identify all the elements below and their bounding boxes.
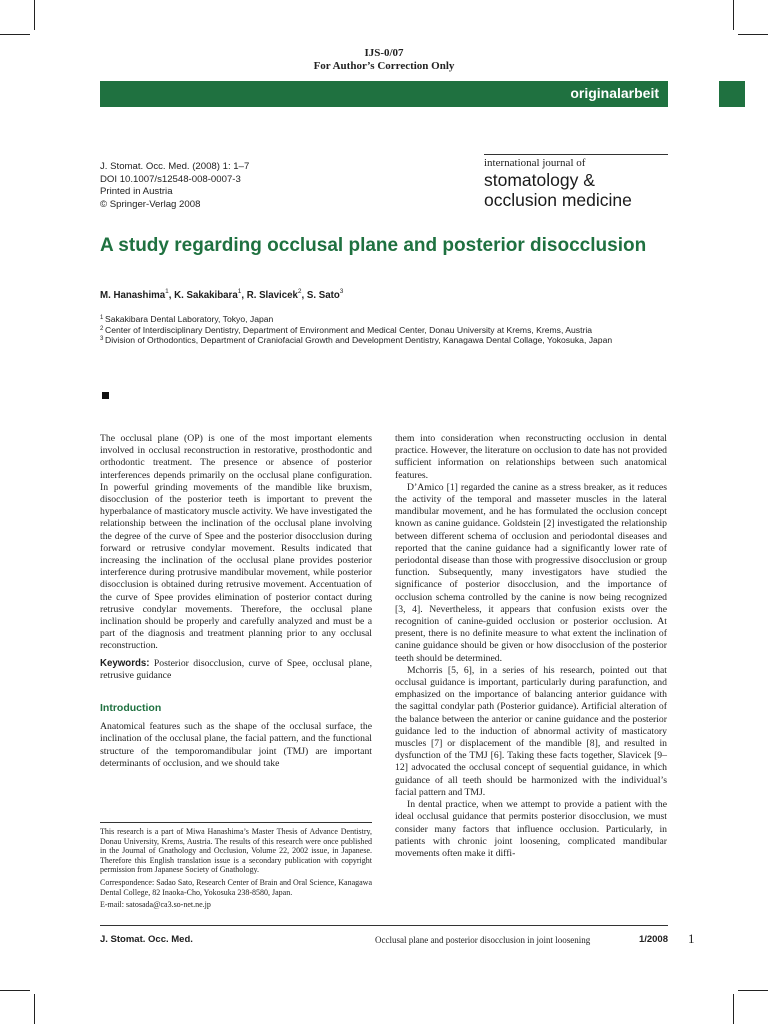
affiliation bbox=[100, 325, 668, 336]
journal-masthead-small: international journal of bbox=[484, 157, 586, 169]
section-heading-introduction: Introduction bbox=[100, 702, 162, 715]
affiliation-number: 3 bbox=[100, 336, 104, 343]
author-separator: , bbox=[301, 290, 307, 301]
affiliation bbox=[100, 335, 668, 346]
right-column bbox=[395, 433, 667, 860]
body-paragraph: Anatomical features such as the shape of the occlusal surface, the inclination of the occlusal plane, the facial pattern, and the functional structure of the temporomandibular joint (TMJ) are important determinants of occlusion, and we should take bbox=[100, 721, 372, 769]
body-paragraph: them into consideration when reconstructing occlusion in dental practice. However, the literature on occlusion to date has not provided sufficient information on relationships between such anatomical features. bbox=[395, 433, 667, 481]
footer-divider bbox=[100, 925, 668, 926]
author-affil-mark: 1 bbox=[237, 288, 242, 295]
article-title: A study regarding occlusal plane and posterior disocclusion bbox=[100, 235, 647, 256]
affiliation bbox=[100, 314, 668, 325]
citation-line: Printed in Austria bbox=[100, 186, 173, 197]
proof-note: For Author’s Correction Only bbox=[313, 60, 455, 72]
footer-journal: J. Stomat. Occ. Med. bbox=[100, 934, 193, 945]
author-affil-mark: 1 bbox=[165, 288, 169, 295]
journal-masthead-line: occlusion medicine bbox=[484, 190, 632, 210]
keywords-text: Posterior disocclusion, curve of Spee, occlusal plane, retrusive guidance bbox=[100, 657, 373, 681]
crop-mark bbox=[34, 994, 35, 1024]
affiliation-text: Sakakibara Dental Laboratory, Tokyo, Japan bbox=[105, 314, 274, 324]
body-paragraph: In dental practice, when we attempt to provide a patient with the ideal occlusal guidance that permits posterior disocclusion, we must consider many factors that influence occlusion. Particularly, in patients with chronic joint loosening, complicated mandibular movements often make it diffi- bbox=[395, 799, 667, 859]
proof-code: IJS-0/07 bbox=[364, 47, 404, 59]
citation-line: DOI 10.1007/s12548-008-0007-3 bbox=[100, 173, 241, 185]
author-affil-mark: 2 bbox=[297, 288, 302, 295]
body-paragraph: D’Amico [1] regarded the canine as a stress breaker, as it reduces the activity of the temporal and masseter muscles in the lateral mandibular movement, and he has formulated the occlusion concept known as canine guidance. Goldstein [2] investigated the relationship between different schema of occlusion and periodontal diseases and reported that the canine guidance had a significantly lower rate of periodontal disease than those with progressive disocclusion or group function. Subsequently, many investigators have studied the significance of posterior disocclusion, and the importance of occlusion schema controlled by the canine is now being recognized [3, 4]. Nevertheless, it appears that confusion exists over the recognition of canine-guided occlusion or posterior occlusion. At present, there is no definite measure to what extent the inclination of canine guidance should be given or how disocclusion of the posterior teeth should be determined. bbox=[395, 481, 667, 664]
affiliation-text: Center of Interdisciplinary Dentistry, Department of Environment and Medical Center, Donau University at Krems, Krems, Austria bbox=[105, 324, 593, 335]
page-footer bbox=[100, 934, 668, 948]
author-separator: , bbox=[168, 290, 175, 301]
author-affil-mark: 3 bbox=[339, 288, 344, 295]
abstract-text: The occlusal plane (OP) is one of the most important elements involved in occlusal reconstruction in restorative, prosthodontic and orthodontic treatment. The presence or absence of posterior interferences depends primarily on the occlusal plane configuration. In powerful grinding movements of the mandible like bruxism, disocclusion of the posterior teeth is important to prevent the hyperbalance of masticatory muscle activity. We have investigated the relationship between the inclination of the occlusal plane involving the degree of the curve of Spee and the posterior disocclusion during forward or retrusive condylar movement. Results indicated that increasing the inclination of the occlusal plane provides posterior interference during protrusive mandibular movement, while posterior disocclusion is obtained during retrusive movement. Accentuation of the curve of Spee provides elimination of posterior contact during retrusive condylar movements. Therefore, the occlusal plane inclination should be properly and carefully analyzed and must be a part of the diagnosis and treatment planning prior to any occlusal reconstruction. bbox=[100, 433, 372, 652]
footnote-correspondence: Correspondence: Sadao Sato, Research Center of Brain and Oral Science, Kanagawa Dental College, 82 Inaoka-Cho, Yokosuka 238-8580, Japan. bbox=[100, 877, 372, 897]
section-label: originalarbeit bbox=[570, 85, 659, 101]
journal-masthead-line: stomatology & bbox=[484, 170, 595, 190]
author-name: R. Slavicek bbox=[246, 290, 298, 301]
section-tab-marker bbox=[719, 81, 745, 107]
author-list bbox=[100, 290, 343, 301]
author-name: M. Hanashima bbox=[100, 290, 166, 301]
crop-mark bbox=[738, 990, 768, 991]
crop-mark bbox=[0, 34, 30, 35]
proof-header bbox=[0, 47, 768, 73]
crop-mark bbox=[738, 34, 768, 35]
footer-running-title: Occlusal plane and posterior disocclusion in joint loosening bbox=[375, 935, 591, 945]
citation-line: J. Stomat. Occ. Med. (2008) 1: 1–7 bbox=[100, 161, 250, 172]
page-number: 1 bbox=[688, 931, 695, 946]
left-column bbox=[100, 433, 372, 770]
journal-masthead bbox=[484, 154, 668, 210]
body-paragraph: Mchorris [5, 6], in a series of his research, pointed out that occlusal guidance is important, particularly during parafunction, and emphasized on the importance of balancing anterior guidance with the sagittal condylar path (Posterior guidance). Artificial alteration of the balance between the anterior or canine guidance and the posterior guidance led to the induction of abnormal activity of masticatory muscles [7] or displacement of the mandible [8], and resulted in dysfunction of the TMJ [6]. Taking these facts together, Slavicek [9–12] advocated the occlusal concept of sequential guidance, in which guidance of all teeth should be harmonized with the individual’s facial pattern and TMJ. bbox=[395, 664, 667, 798]
keywords-label: Keywords: bbox=[100, 657, 150, 669]
crop-mark bbox=[733, 994, 734, 1024]
citation-block bbox=[100, 161, 249, 211]
author-name: S. Sato bbox=[306, 290, 340, 301]
crop-mark bbox=[34, 0, 35, 30]
author-separator: , bbox=[241, 290, 247, 301]
footer-issue: 1/2008 bbox=[638, 934, 668, 945]
keywords bbox=[100, 658, 372, 682]
footnote-email: E-mail: satosada@ca3.so-net.ne.jp bbox=[100, 900, 211, 910]
author-name: K. Sakakibara bbox=[174, 290, 238, 301]
section-bar bbox=[100, 81, 668, 107]
footnote-block bbox=[100, 822, 372, 910]
crop-mark bbox=[0, 990, 30, 991]
citation-line: © Springer-Verlag 2008 bbox=[100, 198, 201, 210]
affiliation-number: 1 bbox=[100, 315, 104, 321]
crop-mark bbox=[733, 0, 734, 30]
affiliation-list bbox=[100, 314, 668, 346]
affiliation-number: 2 bbox=[100, 325, 104, 332]
footnote-research-note: This research is a part of Miwa Hanashima’s Master Thesis of Advance Dentistry, Donau University, Krems, Austria. The results of this research were once published in the Journal of Gnathology and Occlusion, Volume 22, 2002 issue, in Japanese. Therefore this English translation issue is a secondary publication with copyright permission from Japanese Society of Gnathology. bbox=[100, 827, 372, 875]
section-bullet-icon bbox=[102, 392, 109, 399]
affiliation-text: Division of Orthodontics, Department of Craniofacial Growth and Development Dentistry, Kanagawa Dental Collage, Yokosuka, Japan bbox=[105, 335, 613, 346]
